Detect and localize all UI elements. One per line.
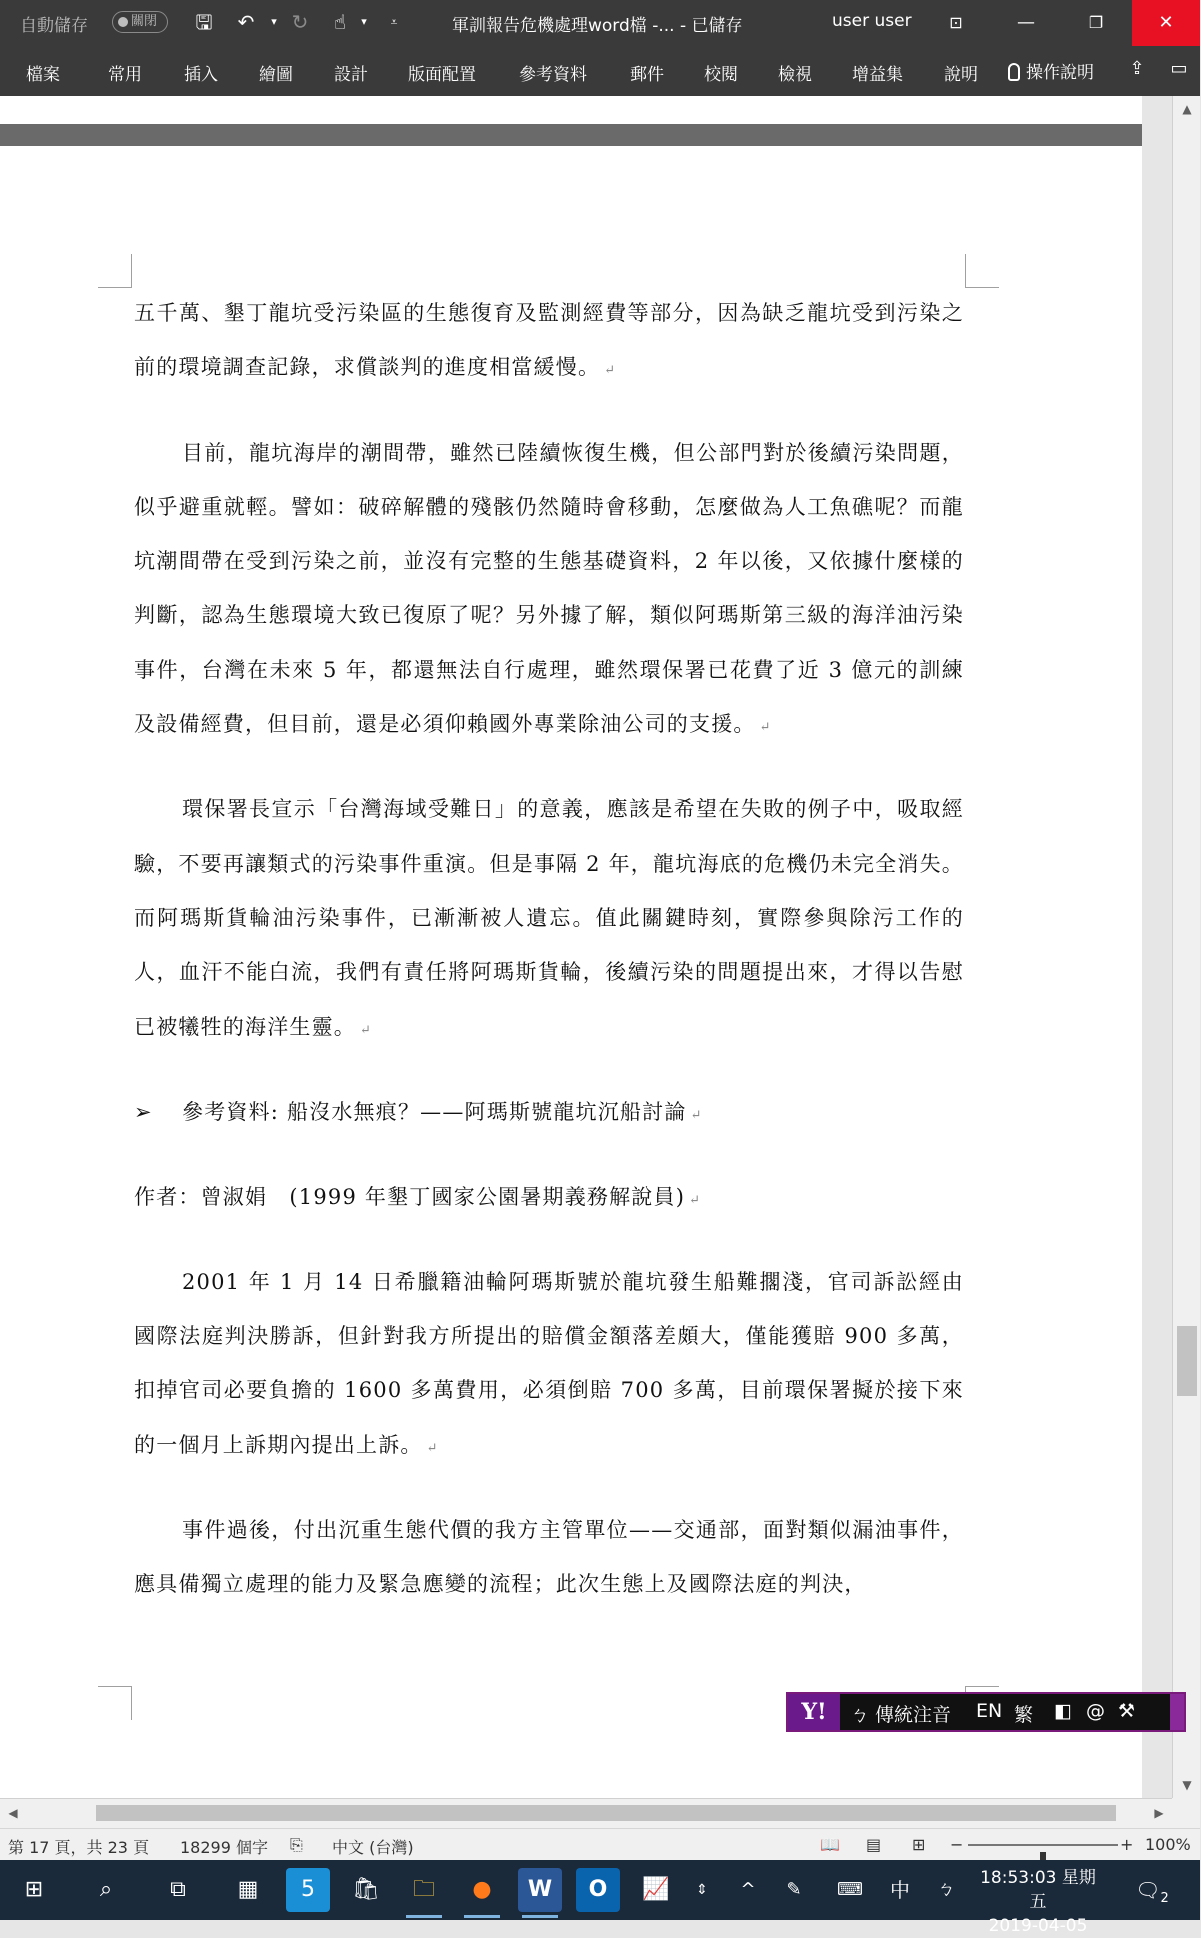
zoom-in-icon[interactable]: + [1120, 1835, 1134, 1854]
paragraph-mark: ↵ [360, 1022, 373, 1038]
margin-corner-top-left [98, 254, 132, 288]
ribbon-display-icon[interactable]: ⊡ [949, 13, 963, 32]
user-name[interactable]: user user [832, 11, 912, 31]
touch-mode-icon[interactable]: ☝ [333, 10, 347, 34]
tab-help[interactable]: 說明 [944, 65, 978, 85]
restore-icon[interactable]: ❐ [1088, 13, 1104, 32]
tools-icon[interactable]: ⚒ [1118, 1700, 1136, 1722]
tab-design[interactable]: 設計 [334, 65, 368, 85]
ime-handle[interactable] [1170, 1694, 1184, 1730]
minimize-icon[interactable]: — [1017, 12, 1035, 33]
paragraph[interactable] [134, 426, 964, 756]
share-icon[interactable]: ⇪ [1129, 58, 1145, 79]
ime-mode-icon[interactable]: ㄅ [937, 1879, 955, 1900]
paragraph-text: 目前，龍坑海岸的潮間帶，雖然已陸續恢復生機，但公部門對於後續污染問題，似乎避重就輕。譬如：破碎解體的殘骸仍然隨時會移動，怎麼做為人工魚礁呢？而龍坑潮間帶在受到污染之前，並沒有完整的生態基礎資料，2 年以後，又依據什麼樣的判斷，認為生態環境大致已復原了呢？另外據了解，類似阿瑪斯第三級的海洋油污染事件，台灣在未來 5 年，都還無法自行處理，雖然環保署已花費了近 3 億元的訓練及設備經費，但目前，還是必須仰賴國外專業除油公司的支援。 [134, 440, 964, 737]
scroll-down-icon[interactable]: ▼ [1182, 1778, 1192, 1792]
author-line[interactable] [134, 1170, 964, 1228]
network-app-icon[interactable]: ▦ [237, 1877, 259, 1902]
pen-icon[interactable]: ✎ [786, 1879, 802, 1900]
web-layout-icon[interactable]: ⊞ [912, 1835, 926, 1854]
autosave-toggle[interactable]: 關閉 [112, 11, 168, 33]
firefox-icon[interactable]: ● [460, 1868, 504, 1912]
page-counter[interactable]: 第 17 頁，共 23 頁 [8, 1838, 150, 1857]
zoom-slider[interactable] [968, 1844, 1118, 1846]
lightbulb-icon [1008, 63, 1020, 81]
ime-mode[interactable]: ㄅ 傳統注音 [850, 1704, 952, 1726]
horizontal-scroll-thumb[interactable] [96, 1805, 1116, 1821]
document-workspace[interactable] [0, 96, 1172, 1798]
paragraph[interactable] [134, 286, 964, 399]
notification-count: 2 [1160, 1891, 1169, 1906]
read-mode-icon[interactable]: 📖 [820, 1835, 840, 1854]
tab-layout[interactable]: 版面配置 [408, 65, 476, 85]
touch-dropdown-icon[interactable]: ▾ [361, 15, 367, 28]
horizontal-scrollbar[interactable] [0, 1798, 1172, 1828]
undo-icon[interactable]: ↶ [237, 10, 255, 34]
document-body[interactable] [134, 286, 964, 1639]
outlook-icon[interactable]: O [576, 1868, 620, 1912]
paragraph-mark: ↵ [689, 1192, 702, 1208]
ime-language[interactable]: EN [976, 1700, 1003, 1722]
ime-indicator[interactable]: 中 [890, 1878, 910, 1902]
customize-toolbar-icon[interactable]: ⩡ [390, 15, 398, 29]
half-width-icon[interactable]: ◧ [1054, 1700, 1072, 1722]
task-view-icon[interactable]: ⧉ [170, 1877, 186, 1902]
windows-taskbar [0, 1860, 1200, 1936]
status-bar [0, 1828, 1200, 1860]
reference-line[interactable] [134, 1085, 964, 1143]
notification-center[interactable]: $🗨_2$ [1135, 1878, 1169, 1906]
page-separator [0, 124, 1142, 146]
paragraph-text: 2001 年 1 月 14 日希臘籍油輪阿瑪斯號於龍坑發生船難擱淺，官司訴訟經由國際法庭判決勝訴，但針對我方所提出的賠償金額落差頗大，僅能獲賠 900 多萬，扣掉官司必要負擔的 1600 多萬費用，必須倒賠 700 多萬，目前環保署擬於接下來的一個月上訴期內提出上訴。 [134, 1269, 964, 1457]
tab-review[interactable]: 校閱 [704, 65, 738, 85]
paragraph-text: 事件過後，付出沉重生態代價的我方主管單位——交通部，面對類似漏油事件，應具備獨立處理的能力及緊急應變的流程；此次生態上及國際法庭的判決， [134, 1518, 964, 1597]
paragraph-mark: ↵ [426, 1440, 439, 1456]
document-title: 軍訓報告危機處理word檔 -... - 已儲存 [452, 16, 743, 36]
paragraph-text: 五千萬、墾丁龍坑受污染區的生態復育及監測經費等部分，因為缺乏龍坑受到污染之前的環境調查記錄，求償談判的進度相當緩慢。 [134, 301, 964, 380]
proofing-icon[interactable]: ⎘ [290, 1835, 303, 1854]
word-count[interactable]: 18299 個字 [180, 1838, 268, 1857]
symbol-icon[interactable]: @ [1086, 1700, 1105, 1722]
paragraph[interactable] [134, 1503, 964, 1612]
reference-text: 參考資料: 船沒水無痕？——阿瑪斯號龍坑沉船討論 [182, 1099, 687, 1124]
taskbar-scroll-icon[interactable]: ⇕ [696, 1882, 708, 1898]
ime-toolbar[interactable] [786, 1692, 1186, 1732]
tab-view[interactable]: 檢視 [778, 65, 812, 85]
paragraph[interactable] [134, 1255, 964, 1476]
paragraph-mark: ↵ [690, 1107, 703, 1123]
previous-page-bottom [0, 96, 1142, 124]
search-icon[interactable]: ⌕ [99, 1877, 113, 1902]
undo-dropdown-icon[interactable]: ▾ [271, 15, 277, 28]
tell-me-search[interactable] [1008, 58, 1094, 84]
paragraph-mark: ↵ [604, 363, 617, 379]
close-icon[interactable]: ✕ [1132, 0, 1200, 46]
tab-draw[interactable]: 繪圖 [259, 65, 293, 85]
redo-icon[interactable]: ↻ [291, 10, 309, 34]
word-icon[interactable]: W [518, 1868, 562, 1912]
scroll-up-icon[interactable]: ▲ [1182, 102, 1192, 116]
scroll-right-icon[interactable]: ▶ [1154, 1806, 1164, 1820]
store-icon[interactable]: 🛍 [352, 1877, 380, 1902]
clock-date: 2019-04-05 [988, 1916, 1088, 1936]
app-5-icon[interactable]: 5 [286, 1868, 330, 1912]
tell-me-label: 操作說明 [1026, 63, 1094, 83]
windows-start-icon[interactable]: ⊞ [24, 1877, 44, 1902]
system-clock[interactable] [978, 1866, 1098, 1938]
keyboard-icon[interactable]: ⌨ [837, 1879, 863, 1900]
tab-mailings[interactable]: 郵件 [630, 65, 664, 85]
vertical-scrollbar[interactable] [1172, 96, 1200, 1798]
file-explorer-icon[interactable]: 🗀 [402, 1868, 446, 1912]
paragraph-text: 環保署長宣示「台灣海域受難日」的意義，應該是希望在失敗的例子中，吸取經驗，不要再讓類式的污染事件重演。但是事隔 2 年，龍坑海底的危機仍未完全消失。而阿瑪斯貨輪油污染事件，已漸漸被人遺忘。值此關鍵時刻，實際參與除污工作的人，血汗不能白流，我們有責任將阿瑪斯貨輪，後續污染的問題提出來，才得以告慰已被犧牲的海洋生靈。 [134, 797, 964, 1039]
ime-charset[interactable]: 繁 [1014, 1704, 1034, 1726]
author-text: 作者：曾淑娟 (1999 年墾丁國家公園暑期義務解說員) [134, 1184, 686, 1209]
scrollbar-corner [1172, 1798, 1200, 1828]
tab-references[interactable]: 參考資料 [519, 65, 587, 85]
paragraph[interactable] [134, 782, 964, 1057]
save-icon[interactable]: 🖫 [195, 10, 213, 34]
comments-icon[interactable]: ▭ [1170, 58, 1188, 79]
tab-file[interactable]: 檔案 [26, 65, 60, 85]
paragraph-mark: ↵ [759, 720, 772, 736]
zoom-out-icon[interactable]: − [950, 1835, 964, 1854]
document-page[interactable] [0, 146, 1142, 1846]
show-hidden-icons[interactable]: ^ [740, 1879, 756, 1900]
zoom-level[interactable]: 100% [1145, 1835, 1191, 1854]
tab-insert[interactable]: 插入 [184, 65, 218, 85]
clock-time: 18:53:03 星期五 [980, 1868, 1096, 1912]
vertical-scroll-thumb[interactable] [1177, 1326, 1197, 1396]
ribbon-tabs [0, 46, 1200, 96]
print-layout-icon[interactable]: ▤ [866, 1835, 882, 1854]
yahoo-ime-logo[interactable]: Y! [788, 1694, 840, 1730]
margin-corner-top-right [965, 254, 999, 288]
tab-home[interactable]: 常用 [108, 65, 142, 85]
margin-corner-bottom-left [98, 1686, 132, 1720]
language-indicator[interactable]: 中文 (台灣) [332, 1838, 414, 1857]
chart-app-icon[interactable]: 📈 [642, 1877, 670, 1902]
bullet-arrow-icon: ➢ [134, 1099, 153, 1124]
autosave-label: 自動儲存 [20, 16, 88, 36]
scroll-left-icon[interactable]: ◀ [8, 1806, 18, 1820]
title-bar [0, 0, 1200, 46]
tab-addins[interactable]: 增益集 [852, 65, 903, 85]
